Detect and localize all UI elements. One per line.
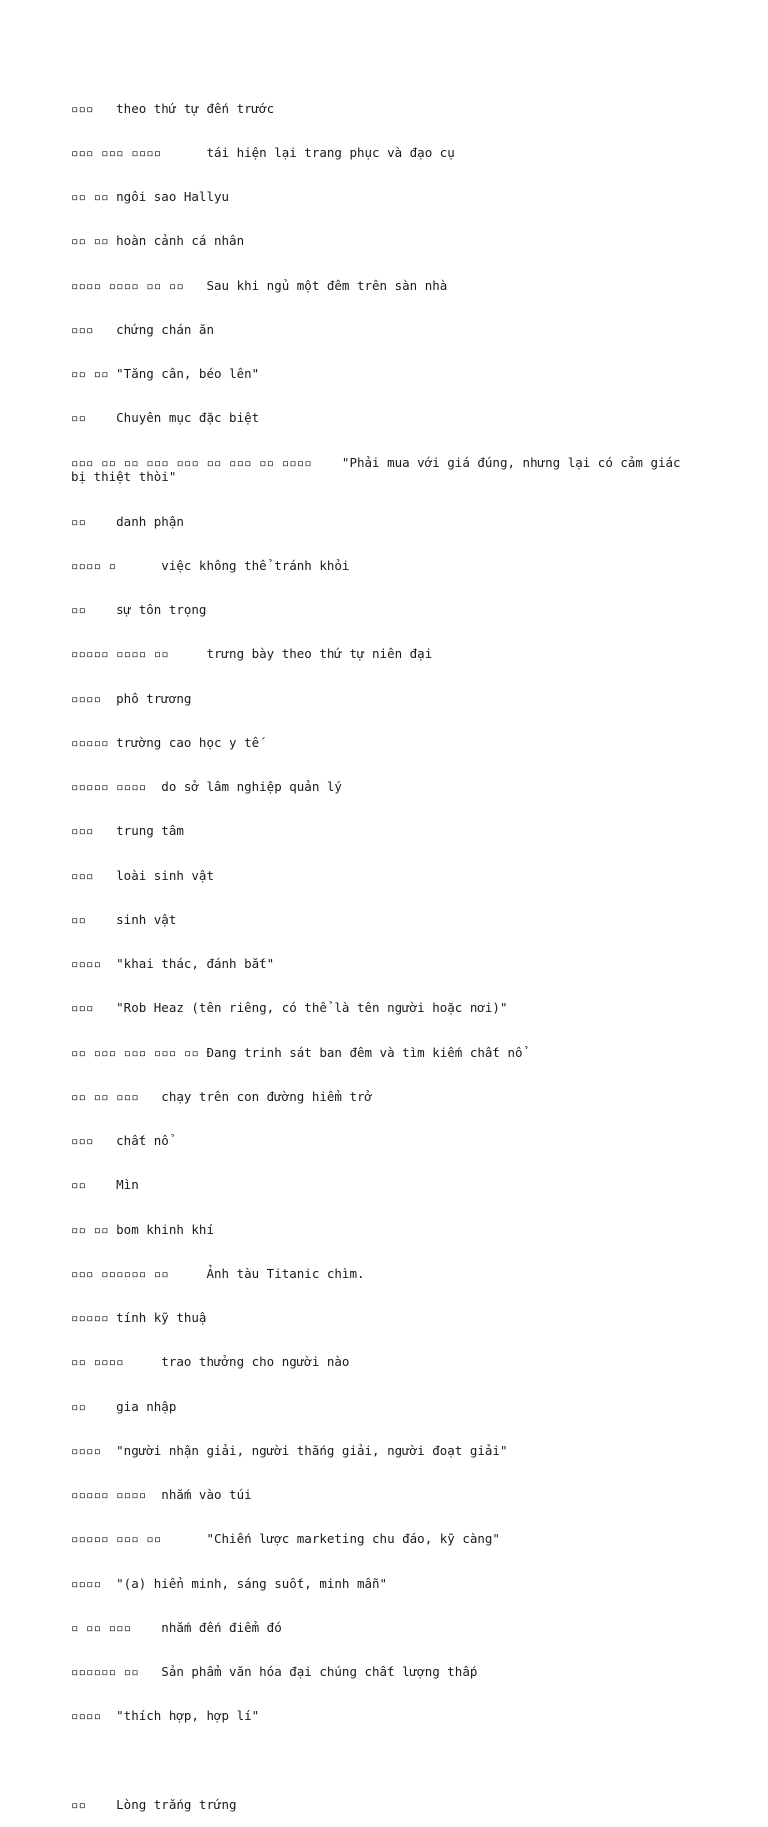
list-item: ▫▫▫ ▫▫▫▫▫▫ ▫▫ Ảnh tàu Titanic chìm. (71, 1265, 365, 1281)
list-item: ▫ ▫▫ ▫▫▫ nhắm đến điểm đó (71, 1619, 282, 1635)
list-item: ▫▫▫ theo thứ tự đến trước (71, 100, 275, 116)
list-item: ▫▫▫▫ "người nhận giải, người thắng giải, người đoạt giải" (71, 1442, 508, 1458)
list-item: ▫▫▫▫ "thích hợp, hợp lí" (71, 1708, 260, 1724)
list-item: ▫▫ Mìn (71, 1177, 139, 1193)
list-item: ▫▫ ▫▫▫ ▫▫▫ ▫▫▫ ▫▫ Đang trinh sát ban đêm và tìm kiếm chất nổ (71, 1044, 523, 1060)
list-item: ▫▫▫▫▫ tính kỹ thuậ (71, 1310, 207, 1325)
list-item: ▫▫▫▫ "khai thác, đánh bắt" (71, 956, 275, 971)
list-item: ▫▫▫▫▫ trường cao học y tế (71, 734, 260, 750)
list-item: ▫▫▫ loài sinh vật (71, 867, 214, 883)
list-item: ▫▫▫▫▫ ▫▫▫▫ do sở lâm nghiệp quản lý (71, 779, 342, 794)
list-item: ▫▫▫▫▫▫ ▫▫ Sản phẩm văn hóa đại chúng chất lượng thấp (71, 1664, 478, 1679)
list-item: ▫▫ ▫▫ ngôi sao Hallyu (71, 189, 230, 204)
list-item: ▫▫ danh phận (71, 513, 184, 529)
list-item: ▫▫▫ chất nổ (71, 1133, 169, 1148)
list-item: ▫▫ sinh vật (71, 911, 177, 927)
list-item: ▫▫▫▫▫ ▫▫▫▫ ▫▫ trưng bày theo thứ tự niên đại (71, 646, 433, 662)
list-item: ▫▫ ▫▫ ▫▫▫ chạy trên con đường hiểm trở (71, 1088, 373, 1104)
list-item: ▫▫▫ ▫▫▫ ▫▫▫▫ tái hiện lại trang phục và đạo cụ (71, 144, 455, 160)
list-item: ▫▫ ▫▫ "Tăng cân, béo lên" (71, 366, 260, 381)
list-item: ▫▫▫▫ phô trương (71, 690, 192, 706)
list-item: ▫▫ ▫▫ hoàn cảnh cá nhân (71, 233, 245, 249)
list-item: ▫▫▫▫ ▫▫▫▫ ▫▫ ▫▫ Sau khi ngủ một đêm trên sàn nhà (71, 277, 448, 293)
list-item: ▫▫▫ ▫▫ ▫▫ ▫▫▫ ▫▫▫ ▫▫ ▫▫▫ ▫▫ ▫▫▫▫ "Phải mua với giá đúng, nhưng lại có cảm giác bị thiệt thòi" (71, 454, 689, 485)
list-item: ▫▫ ▫▫▫▫ trao thưởng cho người nào (71, 1354, 350, 1370)
list-item: ▫▫▫ "Rob Heaz (tên riêng, có thể là tên người hoặc nơi)" (71, 1000, 508, 1016)
list-item: ▫▫▫▫ ▫ việc không thể tránh khỏi (71, 557, 350, 573)
list-item: ▫▫ sự tôn trọng (71, 602, 207, 617)
list-item: ▫▫ gia nhập (71, 1398, 177, 1414)
vocabulary-list (71, 72, 691, 1827)
list-item: ▫▫▫▫▫ ▫▫▫ ▫▫ "Chiến lược marketing chu đáo, kỹ càng" (71, 1531, 500, 1547)
list-item: ▫▫ ▫▫ bom khinh khí (71, 1221, 214, 1237)
blank-line (71, 1754, 691, 1769)
list-item: ▫▫▫▫ "(a) hiển minh, sáng suốt, minh mẫn" (71, 1575, 388, 1591)
list-item: ▫▫▫ trung tâm (71, 823, 184, 839)
list-item: ▫▫ Chuyên mục đặc biệt (71, 410, 260, 426)
list-item: ▫▫▫ chứng chán ăn (71, 321, 214, 337)
list-item: ▫▫ Lòng trắng trứng (71, 1796, 237, 1812)
list-item: ▫▫▫▫▫ ▫▫▫▫ nhắm vào túi (71, 1487, 252, 1502)
